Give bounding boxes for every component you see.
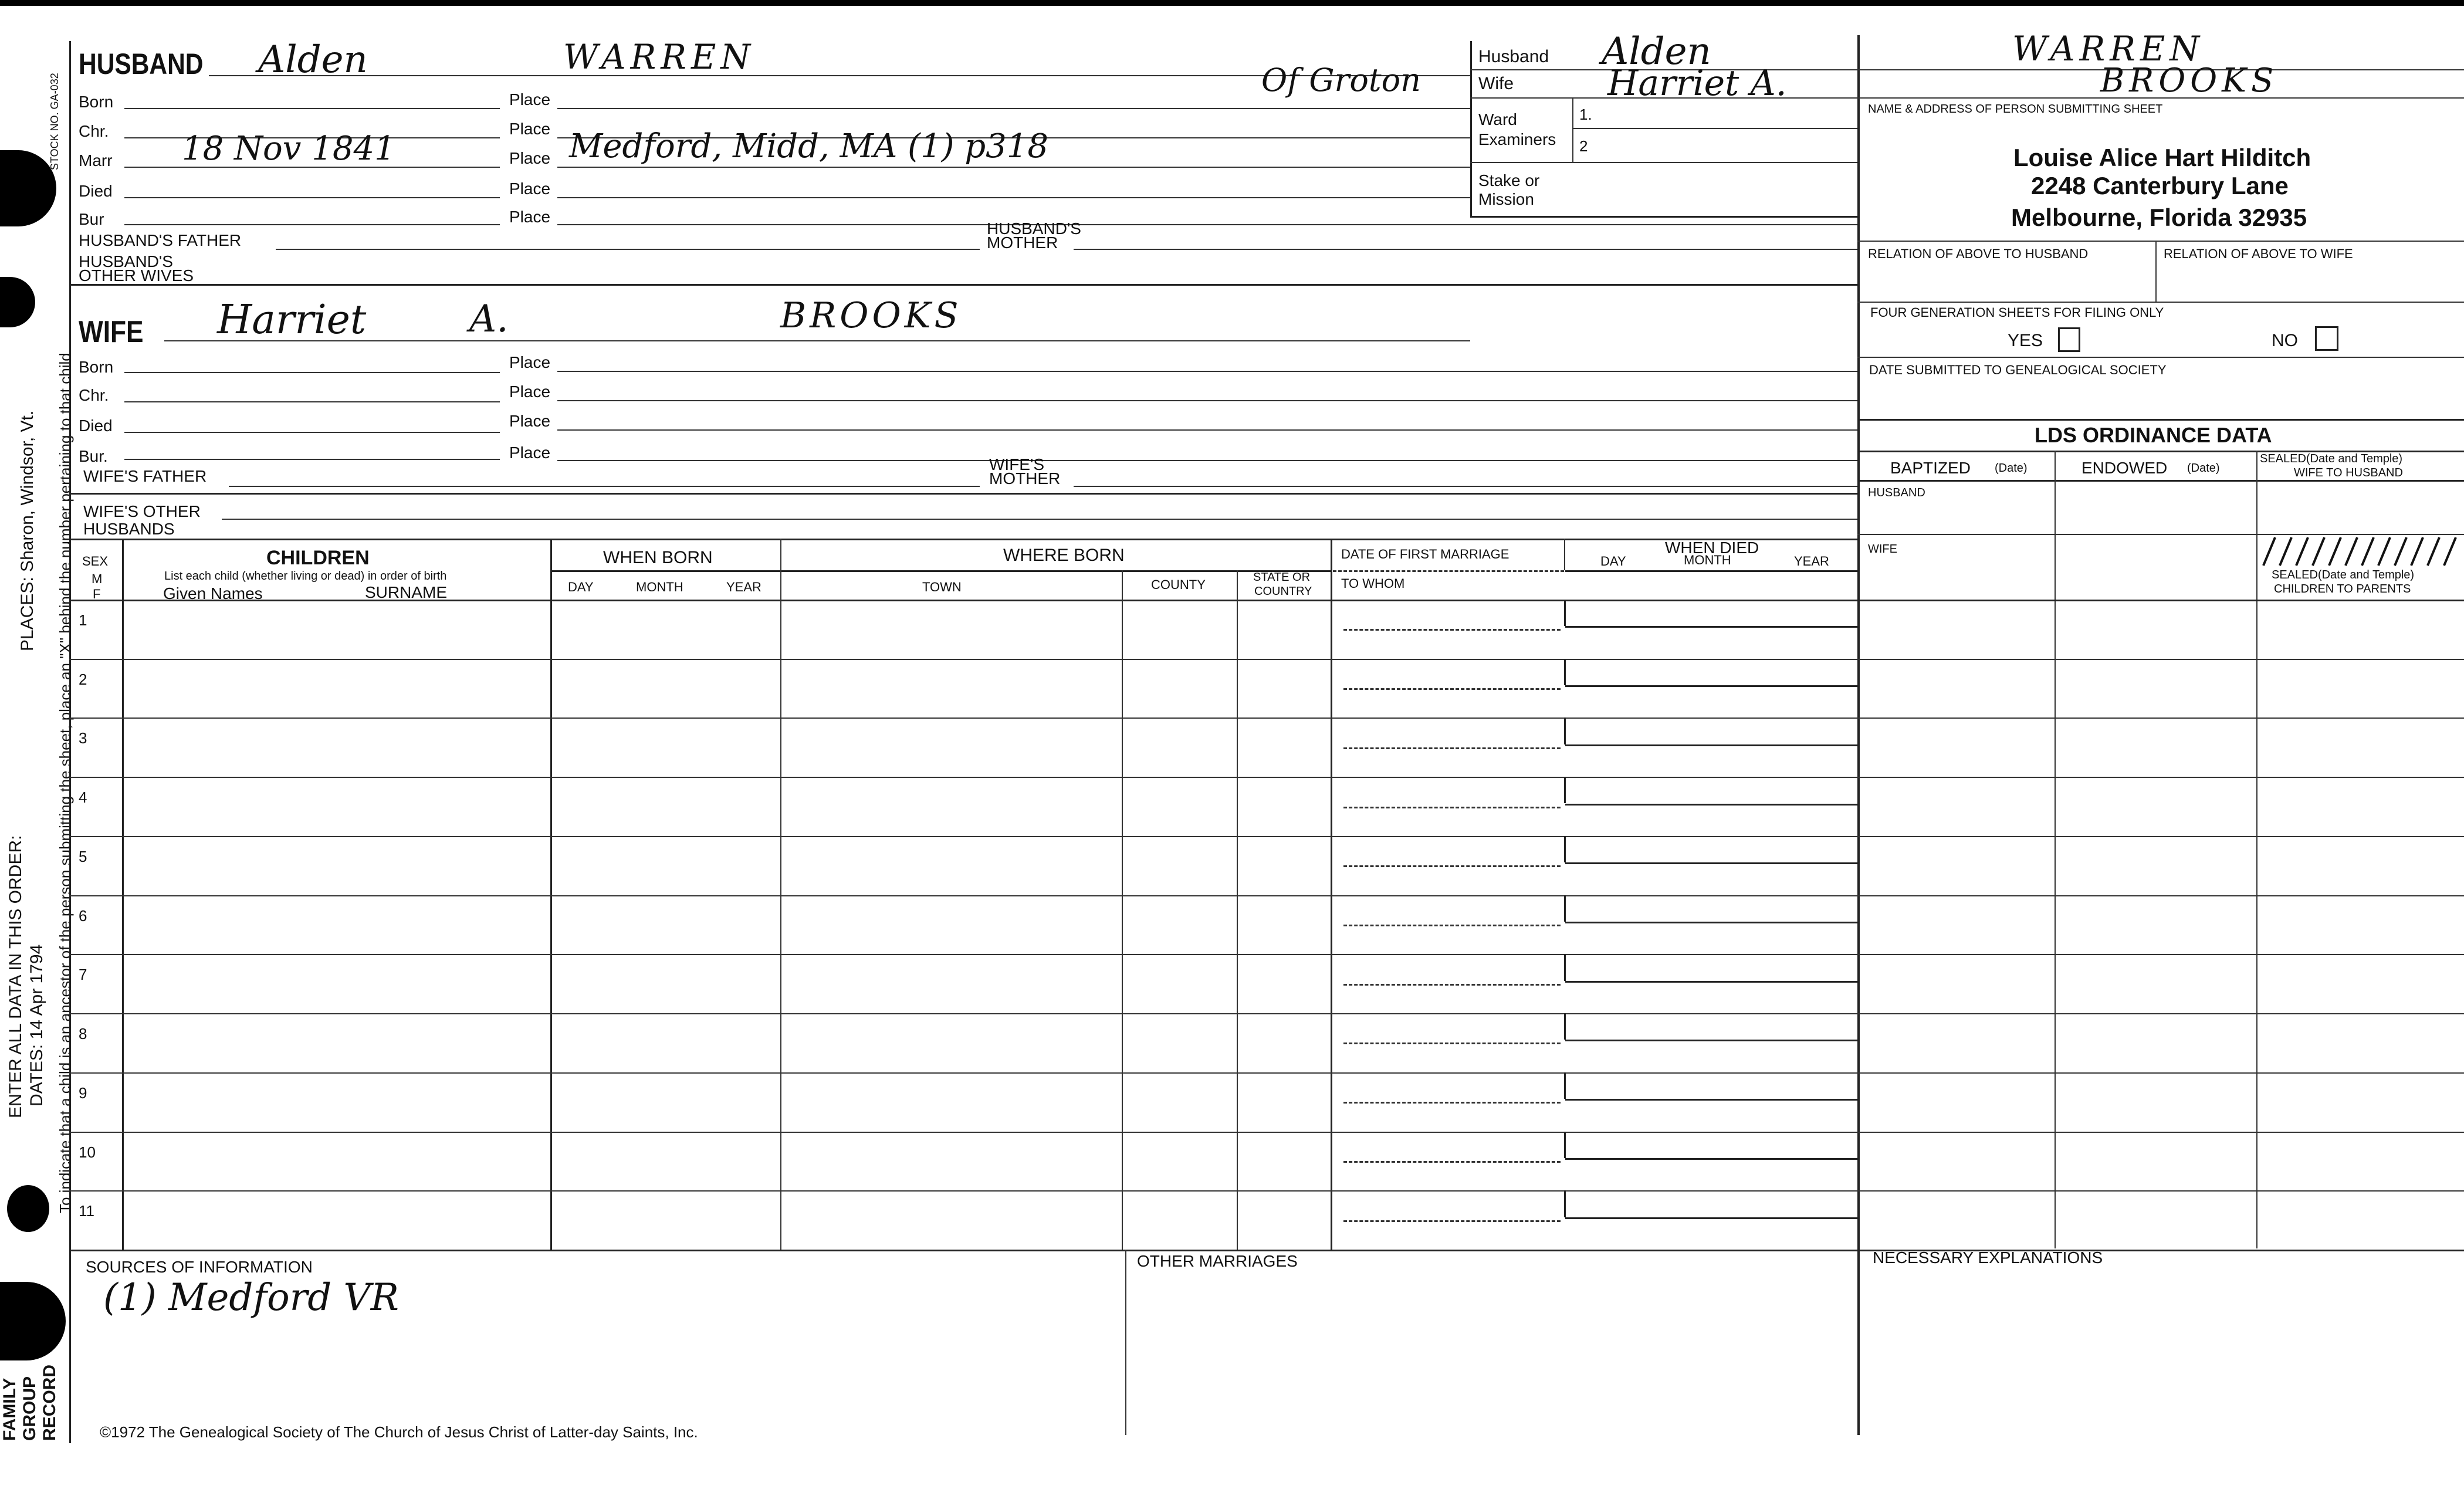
- to-whom-label: TO WHOM: [1341, 576, 1405, 591]
- places-note: PLACES: Sharon, Windsor, Vt.: [18, 410, 37, 651]
- place-line: [557, 400, 1857, 401]
- necessary-explanations-label: NECESSARY EXPLANATIONS: [1873, 1248, 2103, 1267]
- date-line: [124, 432, 500, 433]
- death-date-tick: [1564, 895, 1566, 922]
- punch-hole: [0, 277, 35, 327]
- header-box-left: [1470, 41, 1472, 217]
- died-day-label: DAY: [1600, 554, 1626, 568]
- death-date-line: [1565, 804, 1857, 805]
- form-title-record: RECORD: [40, 1364, 59, 1441]
- submitter-line: [1857, 357, 2464, 358]
- form-title-family: FAMILY: [0, 1377, 19, 1441]
- sex-label: SEX: [82, 554, 109, 568]
- wife-born-label: Born: [79, 358, 114, 376]
- other-husbands-line: [222, 519, 1857, 520]
- enter-all-data: ENTER ALL DATA IN THIS ORDER:: [6, 835, 25, 1118]
- children-bottom: [69, 1250, 2464, 1251]
- death-date-tick: [1564, 836, 1566, 862]
- wife-chr-label: Chr.: [79, 386, 109, 404]
- submitter-name: Louise Alice Hart Hilditch: [2013, 144, 2311, 171]
- other-wives-label-2: OTHER WIVES: [79, 266, 194, 285]
- children-header-mid: [550, 570, 1331, 572]
- death-date-line: [1565, 922, 1857, 923]
- header-husband-surname: WARREN: [2012, 29, 2205, 69]
- place-line: [557, 197, 1470, 198]
- wife-given-name: Harriet: [217, 297, 367, 343]
- first-marriage-dash: [1333, 570, 1564, 572]
- death-date-tick: [1564, 1132, 1566, 1158]
- form-title-group: GROUP: [20, 1376, 39, 1441]
- other-marriages-label: OTHER MARRIAGES: [1137, 1252, 1298, 1270]
- header-line: [1470, 162, 1857, 163]
- wife-surname: BROOKS: [780, 295, 962, 336]
- husband-bur-label: Bur: [79, 210, 104, 228]
- lds-wife-label: WIFE: [1868, 543, 1897, 556]
- when-born-label: WHEN BORN: [603, 548, 713, 567]
- husband-born-label: Born: [79, 93, 114, 111]
- marriage-date-dash: [1343, 747, 1561, 749]
- date-line: [124, 108, 500, 109]
- death-date-tick: [1564, 600, 1566, 626]
- child-row-divider: [69, 836, 2464, 837]
- child-row-divider: [69, 1013, 2464, 1014]
- child-row-number: 8: [79, 1025, 87, 1043]
- endowed-date-label: (Date): [2187, 462, 2220, 475]
- death-date-tick: [1564, 717, 1566, 744]
- marriage-date-dash: [1343, 807, 1561, 808]
- header-husband-given: Alden: [1602, 30, 1711, 73]
- child-row-number: 4: [79, 788, 87, 807]
- children-instruction: List each child (whether living or dead) in order of birth: [164, 570, 447, 583]
- examiners-label: Examiners: [1478, 130, 1556, 148]
- place-label: Place: [509, 149, 551, 167]
- marriage-date-dash: [1343, 1102, 1561, 1104]
- place-label: Place: [509, 180, 551, 198]
- county-label: COUNTY: [1151, 577, 1206, 592]
- state-label-2: COUNTRY: [1254, 585, 1312, 598]
- marriage-date-dash: [1343, 688, 1561, 690]
- death-date-line: [1565, 862, 1857, 864]
- sealed-wife-label-2: WIFE TO HUSBAND: [2294, 466, 2403, 479]
- marriage-date-dash: [1343, 925, 1561, 926]
- instruction-text: To indicate that a child is an ancestor of the person submitting the sheet, place an "X" behind the number pertaining to that child: [56, 353, 74, 1213]
- header-husband-label: Husband: [1478, 47, 1549, 66]
- wife-separator: [69, 493, 1857, 495]
- place-line: [557, 371, 1857, 372]
- stock-number: STOCK NO. GA-032: [49, 73, 60, 170]
- top-edge: [0, 0, 2464, 6]
- child-row-divider: [69, 777, 2464, 778]
- lds-line: [1857, 534, 2464, 535]
- mother-line: [1074, 486, 1857, 487]
- child-row-number: 7: [79, 966, 87, 984]
- relation-divider: [2155, 241, 2157, 302]
- place-line: [557, 460, 1857, 461]
- sources-label: SOURCES OF INFORMATION: [86, 1258, 313, 1276]
- col-line: [780, 539, 781, 1250]
- husbands-mother-label-2: MOTHER: [987, 233, 1058, 252]
- death-date-tick: [1564, 1190, 1566, 1217]
- place-line: [557, 167, 1470, 168]
- death-date-line: [1565, 685, 1857, 687]
- no-label: NO: [2272, 331, 2298, 350]
- submitter-street: 2248 Canterbury Lane: [2031, 172, 2289, 199]
- husband-marriage-place: Medford, Midd, MA (1) p318: [569, 127, 1048, 165]
- death-date-tick: [1564, 659, 1566, 685]
- other-husbands-label-2: HUSBANDS: [83, 520, 175, 538]
- husband-marr-label: Marr: [79, 151, 113, 170]
- punch-hole: [7, 1185, 49, 1232]
- place-line: [557, 429, 1857, 431]
- child-row-number: 5: [79, 847, 87, 865]
- death-date-line: [1565, 1040, 1857, 1041]
- child-row-divider: [69, 1132, 2464, 1133]
- sealed-children-label-2: CHILDREN TO PARENTS: [2274, 583, 2411, 595]
- death-date-line: [1565, 1099, 1857, 1101]
- other-wives-label: HUSBAND'S: [79, 252, 173, 270]
- header-wife-given: Harriet A.: [1607, 63, 1787, 104]
- wifes-father-label: WIFE'S FATHER: [83, 467, 207, 485]
- child-row-divider: [69, 1072, 2464, 1074]
- state-label: STATE OR: [1253, 571, 1311, 584]
- lds-divider: [2055, 451, 2056, 1248]
- death-date-line: [1565, 1217, 1857, 1219]
- bottom-divider: [1125, 1250, 1126, 1435]
- date-line: [124, 372, 500, 373]
- wife-died-label: Died: [79, 417, 113, 435]
- four-generation-label: FOUR GENERATION SHEETS FOR FILING ONLY: [1870, 305, 2164, 320]
- town-label: TOWN: [922, 580, 962, 594]
- died-year-label: YEAR: [1794, 554, 1829, 568]
- child-row-number: 9: [79, 1084, 87, 1102]
- marriage-date-dash: [1343, 1161, 1561, 1163]
- col-line: [122, 539, 124, 1250]
- other-husbands-label: WIFE'S OTHER: [83, 502, 201, 520]
- place-label: Place: [509, 90, 551, 109]
- place-line: [557, 224, 1857, 225]
- col-line: [1122, 570, 1123, 1250]
- surname-label: SURNAME: [365, 583, 448, 601]
- header-line: [1470, 216, 1857, 218]
- child-row-divider: [69, 895, 2464, 896]
- yes-label: YES: [2008, 331, 2043, 350]
- punch-hole: [0, 1282, 66, 1360]
- sex-m-label: M: [92, 571, 103, 586]
- child-row-number: 1: [79, 611, 87, 629]
- date-submitted-label: DATE SUBMITTED TO GENEALOGICAL SOCIETY: [1869, 363, 2167, 377]
- place-label: Place: [509, 444, 551, 462]
- child-row-number: 10: [79, 1143, 96, 1161]
- place-label: Place: [509, 412, 551, 430]
- husband-heading: HUSBAND: [79, 48, 204, 80]
- sealed-hatch: [2257, 536, 2464, 567]
- child-row-number: 3: [79, 729, 87, 747]
- husband-marriage-date: 18 Nov 1841: [182, 130, 395, 168]
- header-wife-label: Wife: [1478, 74, 1514, 93]
- sex-f-label: F: [93, 587, 101, 601]
- center-divider: [1857, 35, 1860, 1435]
- father-line: [229, 486, 980, 487]
- death-date-line: [1565, 981, 1857, 983]
- husband-section-bottom: [69, 284, 1857, 286]
- sources-value: (1) Medford VR: [103, 1276, 399, 1319]
- no-checkbox[interactable]: [2315, 326, 2338, 351]
- child-row-number: 6: [79, 906, 87, 925]
- mother-line: [1074, 249, 1857, 250]
- husband-given-name: Alden: [258, 38, 368, 82]
- child-row-divider: [69, 954, 2464, 955]
- place-label: Place: [509, 120, 551, 138]
- yes-checkbox[interactable]: [2058, 327, 2080, 352]
- death-date-tick: [1564, 1072, 1566, 1099]
- husband-note: Of Groton: [1261, 62, 1421, 99]
- wife-bur-label: Bur.: [79, 447, 108, 465]
- child-row-number: 2: [79, 670, 87, 688]
- wifes-mother-label-2: MOTHER: [989, 469, 1061, 488]
- ward-label: Ward: [1478, 110, 1517, 128]
- husband-died-label: Died: [79, 182, 113, 200]
- father-line: [276, 249, 980, 250]
- death-date-line: [1565, 1158, 1857, 1160]
- col-line: [550, 539, 552, 1250]
- punch-hole: [0, 150, 56, 226]
- when-died-top: [1333, 539, 1857, 540]
- relation-to-husband: RELATION OF ABOVE TO HUSBAND: [1868, 246, 2089, 261]
- lds-line: [1857, 480, 2464, 482]
- place-label: Place: [509, 353, 551, 371]
- death-date-tick: [1564, 1013, 1566, 1040]
- place-line: [557, 108, 1470, 109]
- date-line: [124, 459, 500, 460]
- when-died-label: WHEN DIED: [1665, 539, 1759, 557]
- col-line: [1564, 539, 1565, 570]
- husband-chr-label: Chr.: [79, 122, 109, 140]
- stake-label: Stake or: [1478, 171, 1540, 189]
- dates-note: DATES: 14 Apr 1794: [27, 944, 46, 1106]
- date-line: [124, 401, 500, 402]
- submitter-label: NAME & ADDRESS OF PERSON SUBMITTING SHEET: [1868, 103, 2163, 116]
- place-label: Place: [509, 383, 551, 401]
- marriage-date-dash: [1343, 1043, 1561, 1044]
- child-row-divider: [69, 717, 2464, 719]
- sealed-children-label: SEALED(Date and Temple): [2272, 568, 2415, 581]
- lds-divider: [2256, 451, 2257, 1248]
- died-month-label: MONTH: [1684, 553, 1731, 567]
- header-line: [1572, 97, 1573, 162]
- where-born-label: WHERE BORN: [1003, 546, 1125, 565]
- child-row-number: 11: [79, 1202, 94, 1220]
- submitter-line: [1857, 302, 2464, 303]
- death-date-tick: [1564, 954, 1566, 980]
- year-label: YEAR: [726, 580, 761, 594]
- first-marriage-label: DATE OF FIRST MARRIAGE: [1341, 547, 1509, 561]
- marriage-date-dash: [1343, 865, 1561, 867]
- death-date-line: [1565, 626, 1857, 628]
- date-line: [124, 197, 500, 198]
- children-title: CHILDREN: [266, 547, 370, 569]
- header-wife-surname: BROOKS: [2100, 62, 2279, 100]
- death-date-tick: [1564, 777, 1566, 803]
- husband-surname: WARREN: [563, 37, 756, 77]
- day-label: DAY: [568, 580, 594, 594]
- baptized-label: BAPTIZED: [1890, 459, 1971, 477]
- mission-label: Mission: [1478, 190, 1534, 208]
- month-label: MONTH: [636, 580, 683, 594]
- examiner-2: 2: [1579, 137, 1588, 155]
- left-border: [69, 41, 71, 1443]
- col-line: [1331, 539, 1332, 1250]
- marriage-date-dash: [1343, 629, 1561, 631]
- submitter-city: Melbourne, Florida 32935: [2011, 204, 2307, 231]
- endowed-label: ENDOWED: [2081, 459, 2168, 477]
- place-label: Place: [509, 208, 551, 226]
- marriage-date-dash: [1343, 1220, 1561, 1222]
- copyright-text: ©1972 The Genealogical Society of The Church of Jesus Christ of Latter-day Saints, Inc.: [100, 1423, 698, 1441]
- examiner-1: 1.: [1579, 106, 1592, 123]
- marriage-date-dash: [1343, 984, 1561, 986]
- child-row-divider: [69, 1190, 2464, 1192]
- wife-middle-initial: A.: [469, 297, 509, 341]
- baptized-date-label: (Date): [1995, 462, 2028, 475]
- sealed-wife-label: SEALED(Date and Temple): [2260, 452, 2403, 465]
- given-names-label: Given Names: [163, 584, 263, 603]
- relation-to-wife: RELATION OF ABOVE TO WIFE: [2164, 246, 2353, 261]
- lds-title: LDS ORDINANCE DATA: [2035, 423, 2272, 447]
- date-line: [124, 224, 500, 225]
- wifes-mother-label: WIFE'S: [989, 455, 1045, 473]
- lds-husband-label: HUSBAND: [1868, 486, 1925, 499]
- when-died-line: [1565, 570, 1857, 572]
- col-line: [1237, 570, 1238, 1250]
- submitter-line: [1857, 241, 2464, 242]
- submitter-line: [1857, 419, 2464, 421]
- child-row-divider: [69, 659, 2464, 660]
- header-line: [1572, 128, 1857, 129]
- wife-heading: WIFE: [79, 315, 144, 349]
- husbands-father-label: HUSBAND'S FATHER: [79, 231, 242, 249]
- death-date-line: [1565, 744, 1857, 746]
- husbands-mother-label: HUSBAND'S: [987, 219, 1081, 238]
